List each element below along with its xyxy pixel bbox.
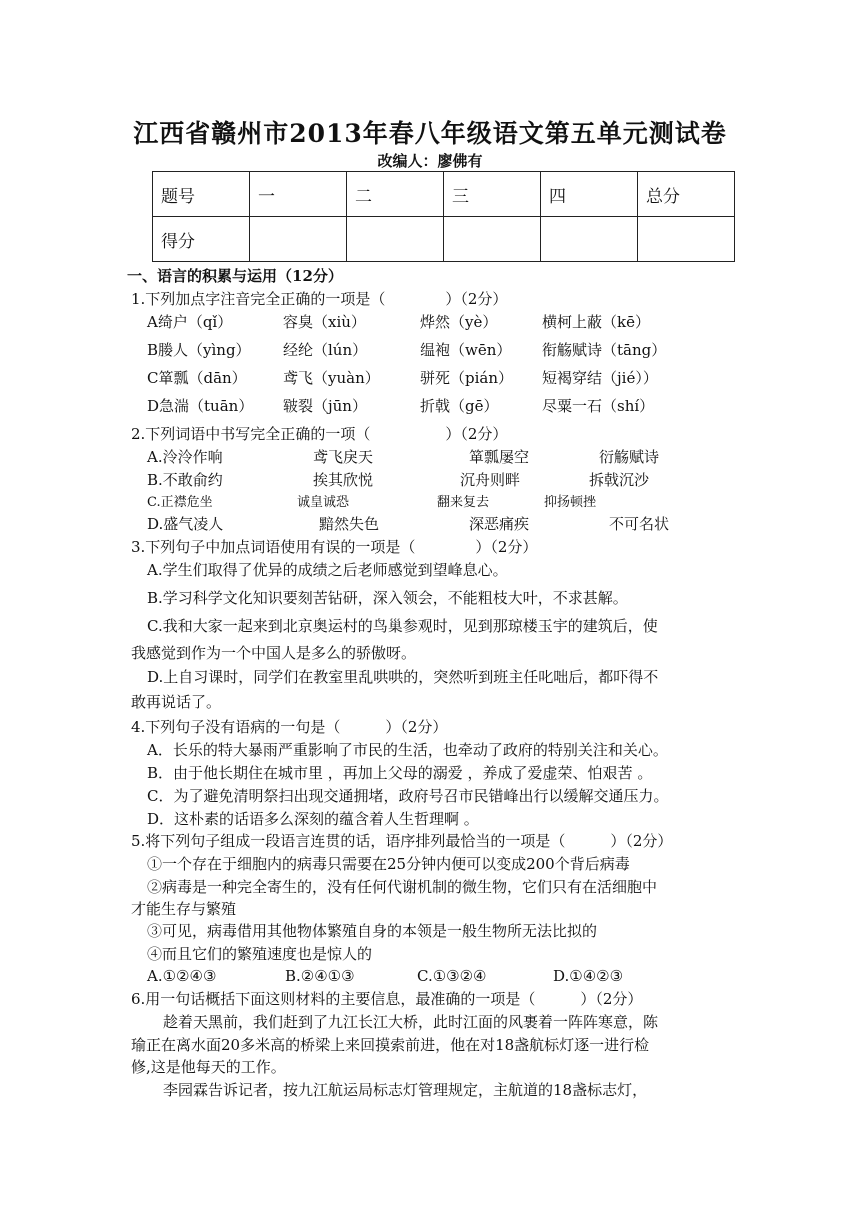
q2-option: B.不敢俞约: [147, 471, 223, 489]
q4-option-b: B．由于他长期住在城市里 ，再加上父母的溺爱 ，养成了爱虚荣、怕艰苦 。: [147, 764, 653, 782]
q5-option: A.①②④③: [147, 967, 217, 985]
score-table-score-row: [153, 217, 735, 262]
q1-stem: 1.下列加点字注音完全正确的一项是（ ）（2分）: [131, 290, 508, 308]
q1-option: D急湍（tuān）: [147, 397, 254, 415]
q3-option-c: C.我和大家一起来到北京奥运村的鸟巢参观时，见到那琼楼玉宇的建筑后，使: [147, 617, 658, 635]
q2-option: 挨其欣悦: [313, 471, 374, 489]
q1-option: 骈死（pián）: [420, 369, 514, 387]
score-input-cell[interactable]: [347, 217, 444, 262]
score-cell: 一: [250, 172, 347, 217]
q2-option: 不可名状: [609, 515, 670, 533]
q2-option: D.盛气凌人: [147, 515, 224, 533]
score-cell: 题号: [153, 172, 250, 217]
q5-sentence-2-cont: 才能生存与繁殖: [131, 900, 237, 918]
q4-option-a: A．长乐的特大暴雨严重影响了市民的生活，也牵动了政府的特别关注和关心。: [147, 741, 668, 759]
q1-option: B媵人（yìng）: [147, 341, 251, 359]
q2-option: C.正襟危坐: [147, 495, 213, 510]
q1-option: C箪瓢（dān）: [147, 369, 247, 387]
q1-option: 短褐穿结（jié））: [542, 369, 658, 387]
score-table-header-row: [153, 172, 735, 217]
q2-option: 翻来复去: [437, 495, 490, 510]
score-cell: 二: [347, 172, 444, 217]
q2-option: 拆戟沉沙: [589, 471, 650, 489]
q6-stem: 6.用一句话概括下面这则材料的主要信息，最准确的一项是（ ）（2分）: [131, 990, 643, 1008]
q1-option: A绮户（qǐ）: [147, 313, 233, 331]
q2-option: 沉舟则畔: [460, 471, 521, 489]
q2-option: 深恶痛疾: [469, 515, 530, 533]
score-input-cell[interactable]: [541, 217, 638, 262]
q3-option-d: D.上自习课时，同学们在教室里乱哄哄的，突然听到班主任叱咄后，都吓得不: [147, 668, 659, 686]
q3-option-b: B.学习科学文化知识要刻苦钻研，深入领会，不能粗枝大叶，不求甚解。: [147, 589, 628, 607]
q6-paragraph-1-end: 修,这是他每天的工作。: [131, 1058, 286, 1076]
q5-sentence-4: ④而且它们的繁殖速度也是惊人的: [147, 945, 373, 963]
q5-option: B.②④①③: [285, 967, 355, 985]
q6-paragraph-1: 趁着天黑前，我们赶到了九江长江大桥，此时江面的风裹着一阵阵寒意，陈: [163, 1013, 659, 1031]
q3-option-d-cont: 敢再说话了。: [131, 693, 222, 711]
score-cell: 得分: [153, 217, 250, 262]
q2-option: 箪瓢屡空: [469, 448, 530, 466]
section-heading: 一、语言的积累与运用（12分）: [127, 267, 343, 285]
q6-paragraph-2: 李园霖告诉记者，按九江航运局标志灯管理规定，主航道的18盏标志灯，: [163, 1081, 648, 1099]
q4-stem: 4.下列句子没有语病的一句是（ ）（2分）: [131, 718, 448, 736]
q5-stem: 5.将下列句子组成一段语言连贯的话，语序排列最恰当的一项是（ ）（2分）: [131, 832, 673, 850]
q1-option: 衔觞赋诗（tāng）: [542, 341, 667, 359]
score-cell: 三: [444, 172, 541, 217]
q2-option: 诚皇诚恐: [297, 495, 350, 510]
q3-option-a: A.学生们取得了优异的成绩之后老师感觉到望峰息心。: [147, 561, 508, 579]
q2-stem: 2.下列词语中书写完全正确的一项（ ）（2分）: [131, 425, 508, 443]
score-cell: 四: [541, 172, 638, 217]
score-table: [152, 171, 735, 262]
score-input-cell[interactable]: [250, 217, 347, 262]
q1-option: 容臭（xiù）: [283, 313, 366, 331]
score-input-cell[interactable]: [444, 217, 541, 262]
q2-option: A.泠泠作响: [147, 448, 223, 466]
q5-sentence-1: ①一个存在于细胞内的病毒只需要在25分钟内便可以变成200个背后病毒: [147, 855, 630, 873]
q2-option: 黯然失色: [319, 515, 380, 533]
q1-option: 鸢飞（yuàn）: [283, 369, 380, 387]
q2-option: 鸢飞戾天: [313, 448, 374, 466]
q3-option-c-cont: 我感觉到作为一个中国人是多么的骄傲呀。: [131, 644, 417, 662]
q1-option: 经纶（lún）: [283, 341, 368, 359]
q2-option: 衍觞赋诗: [599, 448, 660, 466]
q3-stem: 3.下列句子中加点词语使用有误的一项是（ ）（2分）: [131, 538, 538, 556]
q1-option: 缊袍（wēn）: [420, 341, 512, 359]
q1-option: 尽粟一石（shí）: [542, 397, 655, 415]
score-cell: 总分: [638, 172, 735, 217]
q5-sentence-3: ③可见，病毒借用其他物体繁殖自身的本领是一般生物所无法比拟的: [147, 922, 598, 940]
q1-option: 皲裂（jūn）: [283, 397, 367, 415]
author-line: 改编人：廖佛有: [377, 152, 483, 170]
q5-option: D.①④②③: [553, 967, 624, 985]
q6-paragraph-1-cont: 瑜正在离水面20多米高的桥梁上来回摸索前进，他在对18盏航标灯逐一进行检: [131, 1036, 650, 1054]
q5-option: C.①③②④: [417, 967, 487, 985]
q4-option-d: D．这朴素的话语多么深刻的蕴含着人生哲理啊 。: [147, 810, 479, 828]
exam-title: 江西省赣州市2013年春八年级语文第五单元测试卷: [133, 119, 727, 148]
q1-option: 烨然（yè）: [420, 313, 498, 331]
score-input-cell[interactable]: [638, 217, 735, 262]
q1-option: 折戟（gē）: [420, 397, 499, 415]
q5-sentence-2: ②病毒是一种完全寄生的，没有任何代谢机制的微生物，它们只有在活细胞中: [147, 878, 658, 896]
q1-option: 横柯上蔽（kē）: [542, 313, 650, 331]
q4-option-c: C．为了避免清明祭扫出现交通拥堵，政府号召市民错峰出行以缓解交通压力。: [147, 787, 669, 805]
q2-option: 抑扬顿挫: [544, 495, 597, 510]
